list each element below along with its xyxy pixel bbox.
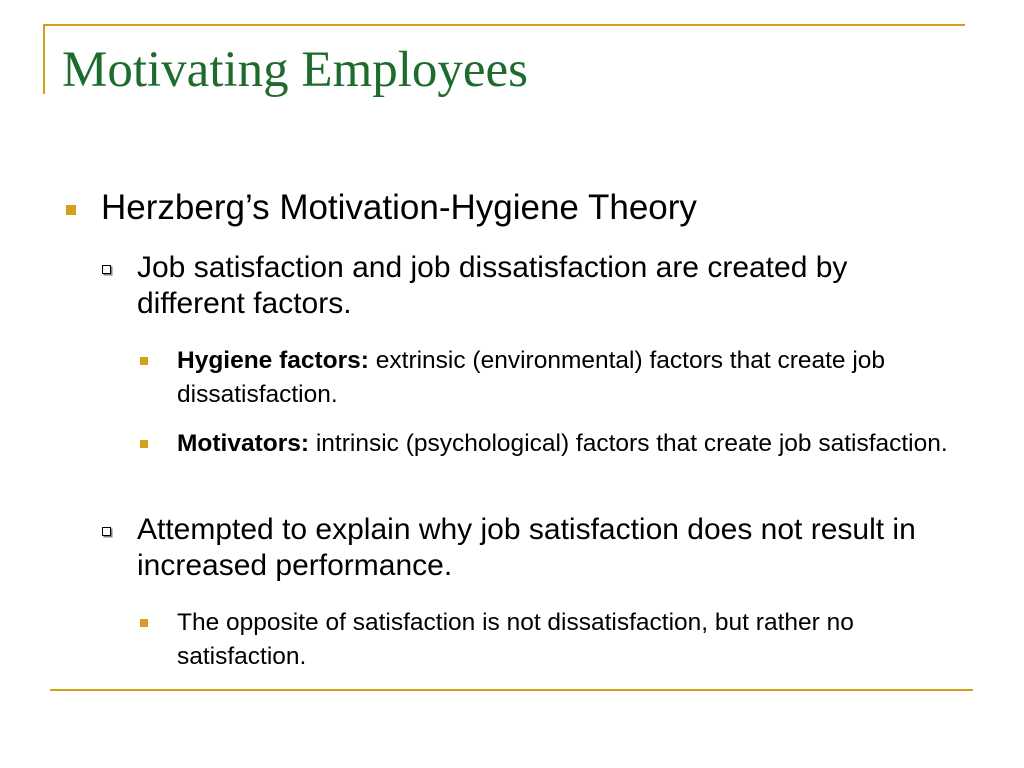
slide-title: Motivating Employees [62, 42, 529, 98]
hollow-square-bullet-icon [102, 527, 111, 536]
title-frame-top-line [43, 24, 965, 26]
bullet-item-opposite-of-satisfaction [177, 606, 937, 674]
title-frame-left-line [43, 24, 45, 94]
bullet-text: Attempted to explain why job satisfaction does not result in increased performance. [137, 513, 916, 582]
square-bullet-icon [140, 440, 148, 448]
square-bullet-icon [140, 619, 148, 627]
term-label: Hygiene factors: [177, 347, 369, 374]
bullet-text [177, 344, 957, 412]
square-bullet-icon [140, 357, 148, 365]
term-definition: extrinsic (environmental) factors that create job dissatisfaction. [177, 347, 886, 408]
bullet-text: The opposite of satisfaction is not dissatisfaction, but rather no satisfaction. [177, 609, 854, 670]
bullet-item-different-factors [137, 250, 857, 322]
hollow-square-bullet-icon [102, 265, 111, 274]
bullet-item-herzberg-theory [101, 188, 981, 228]
square-bullet-icon [66, 205, 76, 215]
bullet-item-explain-performance [137, 512, 977, 584]
bottom-divider-line [50, 689, 973, 691]
bullet-item-motivators [177, 427, 957, 461]
term-label: Motivators: [177, 430, 310, 457]
bullet-item-hygiene-factors [177, 344, 957, 412]
bullet-text [177, 427, 957, 461]
bullet-text: Job satisfaction and job dissatisfaction are created by different factors. [137, 251, 848, 320]
bullet-text: Herzberg’s Motivation-Hygiene Theory [101, 188, 697, 227]
term-definition: intrinsic (psychological) factors that create job satisfaction. [309, 430, 948, 457]
